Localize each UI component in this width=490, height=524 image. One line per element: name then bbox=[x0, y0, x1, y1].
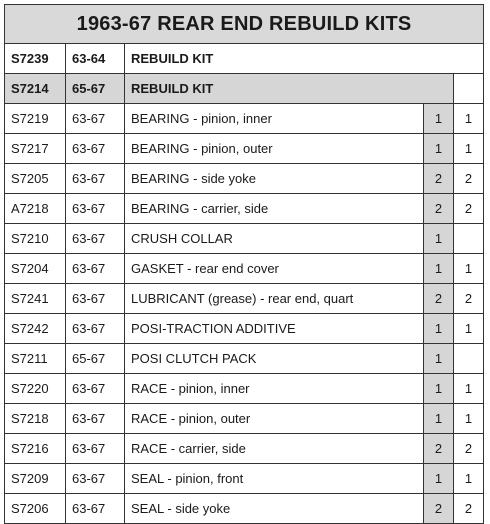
qty-kit-b: 2 bbox=[454, 164, 484, 194]
table-row bbox=[5, 374, 484, 404]
years: 63-67 bbox=[66, 224, 125, 254]
years: 63-67 bbox=[66, 374, 125, 404]
kit-description: REBUILD KIT bbox=[125, 44, 484, 74]
table-row bbox=[5, 434, 484, 464]
qty-kit-a: 1 bbox=[424, 314, 454, 344]
part-number: S7204 bbox=[5, 254, 66, 284]
table-body bbox=[5, 5, 484, 524]
qty-kit-a: 1 bbox=[424, 134, 454, 164]
description: RACE - carrier, side bbox=[125, 434, 424, 464]
part-number: S7242 bbox=[5, 314, 66, 344]
kit-blank-cell bbox=[454, 74, 484, 104]
table-row bbox=[5, 464, 484, 494]
part-number: S7205 bbox=[5, 164, 66, 194]
qty-kit-b bbox=[454, 224, 484, 254]
years: 63-67 bbox=[66, 434, 125, 464]
table-row bbox=[5, 314, 484, 344]
qty-kit-b: 1 bbox=[454, 314, 484, 344]
part-number: S7218 bbox=[5, 404, 66, 434]
years: 63-67 bbox=[66, 494, 125, 524]
years: 63-67 bbox=[66, 404, 125, 434]
description: BEARING - carrier, side bbox=[125, 194, 424, 224]
rebuild-kit-table bbox=[4, 4, 484, 524]
qty-kit-a: 2 bbox=[424, 434, 454, 464]
description: LUBRICANT (grease) - rear end, quart bbox=[125, 284, 424, 314]
years: 63-67 bbox=[66, 254, 125, 284]
qty-kit-a: 1 bbox=[424, 224, 454, 254]
years: 63-67 bbox=[66, 104, 125, 134]
qty-kit-b: 2 bbox=[454, 494, 484, 524]
years: 63-67 bbox=[66, 164, 125, 194]
kit-part-number: S7214 bbox=[5, 74, 66, 104]
description: SEAL - pinion, front bbox=[125, 464, 424, 494]
part-number: S7217 bbox=[5, 134, 66, 164]
description: CRUSH COLLAR bbox=[125, 224, 424, 254]
part-number: S7209 bbox=[5, 464, 66, 494]
table-row bbox=[5, 284, 484, 314]
years: 63-67 bbox=[66, 464, 125, 494]
part-number: S7219 bbox=[5, 104, 66, 134]
description: BEARING - pinion, inner bbox=[125, 104, 424, 134]
qty-kit-b: 2 bbox=[454, 194, 484, 224]
qty-kit-a: 2 bbox=[424, 194, 454, 224]
table-row bbox=[5, 134, 484, 164]
table-row bbox=[5, 494, 484, 524]
table-row bbox=[5, 254, 484, 284]
kit-years: 63-64 bbox=[66, 44, 125, 74]
kit-description: REBUILD KIT bbox=[125, 74, 454, 104]
description: POSI-TRACTION ADDITIVE bbox=[125, 314, 424, 344]
table-row bbox=[5, 104, 484, 134]
qty-kit-a: 1 bbox=[424, 464, 454, 494]
description: GASKET - rear end cover bbox=[125, 254, 424, 284]
part-number: S7220 bbox=[5, 374, 66, 404]
part-number: S7206 bbox=[5, 494, 66, 524]
qty-kit-a: 1 bbox=[424, 404, 454, 434]
table-row bbox=[5, 344, 484, 374]
years: 63-67 bbox=[66, 134, 125, 164]
part-number: S7210 bbox=[5, 224, 66, 254]
description: BEARING - pinion, outer bbox=[125, 134, 424, 164]
qty-kit-b: 1 bbox=[454, 374, 484, 404]
table-row bbox=[5, 404, 484, 434]
table-row bbox=[5, 224, 484, 254]
table-row bbox=[5, 194, 484, 224]
years: 63-67 bbox=[66, 284, 125, 314]
qty-kit-b: 1 bbox=[454, 134, 484, 164]
table-row bbox=[5, 164, 484, 194]
qty-kit-b: 1 bbox=[454, 464, 484, 494]
description: SEAL - side yoke bbox=[125, 494, 424, 524]
part-number: S7216 bbox=[5, 434, 66, 464]
description: BEARING - side yoke bbox=[125, 164, 424, 194]
qty-kit-b: 1 bbox=[454, 404, 484, 434]
table-title: 1963-67 REAR END REBUILD KITS bbox=[5, 5, 484, 44]
years: 63-67 bbox=[66, 194, 125, 224]
qty-kit-b: 2 bbox=[454, 434, 484, 464]
qty-kit-b: 1 bbox=[454, 254, 484, 284]
description: RACE - pinion, outer bbox=[125, 404, 424, 434]
part-number: A7218 bbox=[5, 194, 66, 224]
qty-kit-b: 2 bbox=[454, 284, 484, 314]
title-row bbox=[5, 5, 484, 44]
kit-part-number: S7239 bbox=[5, 44, 66, 74]
description: POSI CLUTCH PACK bbox=[125, 344, 424, 374]
qty-kit-b: 1 bbox=[454, 104, 484, 134]
qty-kit-a: 2 bbox=[424, 284, 454, 314]
part-number: S7241 bbox=[5, 284, 66, 314]
part-number: S7211 bbox=[5, 344, 66, 374]
kit-years: 65-67 bbox=[66, 74, 125, 104]
description: RACE - pinion, inner bbox=[125, 374, 424, 404]
years: 65-67 bbox=[66, 344, 125, 374]
qty-kit-a: 1 bbox=[424, 344, 454, 374]
qty-kit-a: 1 bbox=[424, 374, 454, 404]
qty-kit-a: 1 bbox=[424, 254, 454, 284]
kit-row bbox=[5, 44, 484, 74]
qty-kit-a: 2 bbox=[424, 164, 454, 194]
qty-kit-a: 2 bbox=[424, 494, 454, 524]
qty-kit-a: 1 bbox=[424, 104, 454, 134]
years: 63-67 bbox=[66, 314, 125, 344]
qty-kit-b bbox=[454, 344, 484, 374]
kit-row bbox=[5, 74, 484, 104]
